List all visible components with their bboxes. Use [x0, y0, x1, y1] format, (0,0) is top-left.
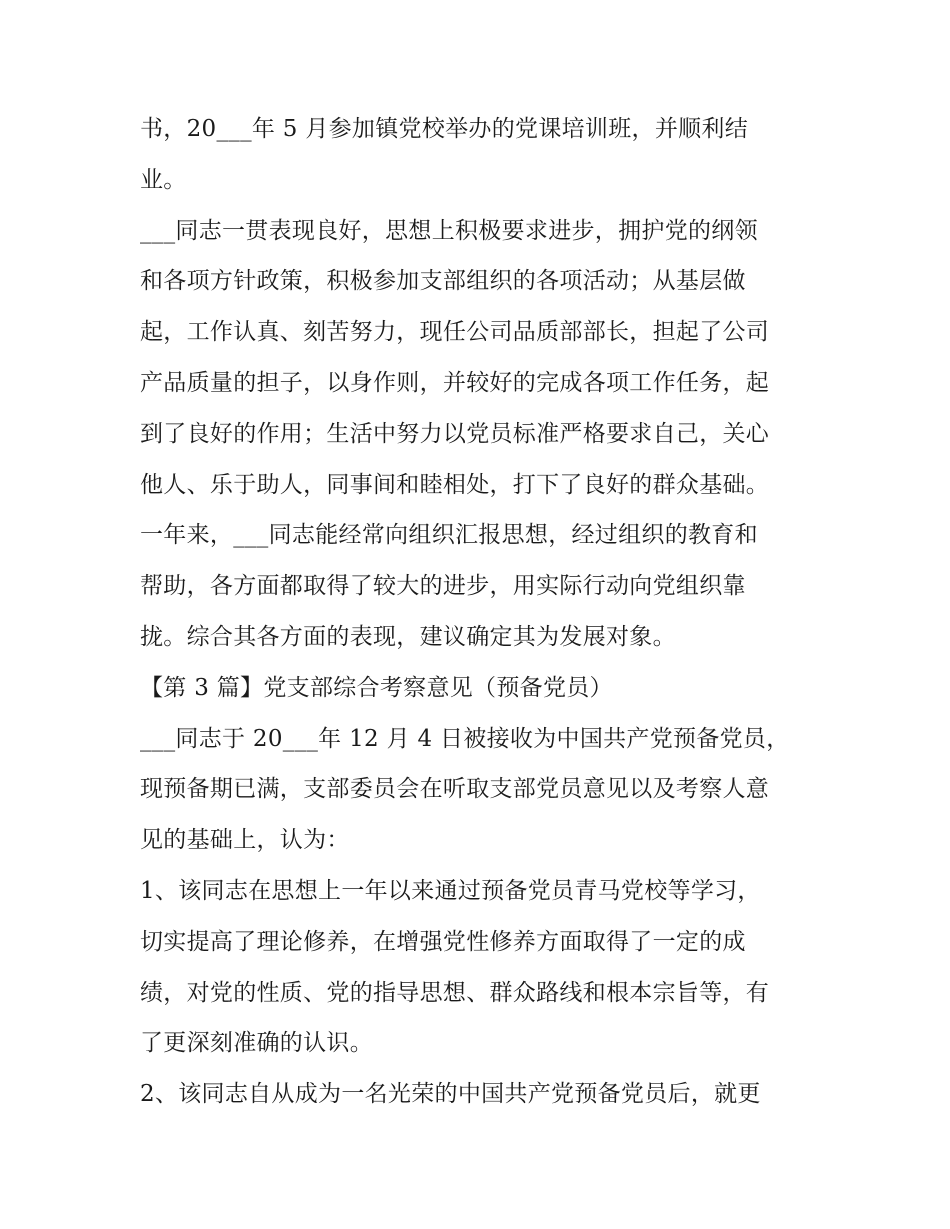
text-line: 绩，对党的性质、党的指导思想、群众路线和根本宗旨等，有 — [140, 979, 770, 1006]
text-line: 起，工作认真、刻苦努力，现任公司品质部部长，担起了公司 — [140, 319, 770, 346]
text-line: 1、该同志在思想上一年以来通过预备党员青马党校等学习， — [140, 877, 761, 904]
text-line: 书，20___年 5 月参加镇党校举办的党课培训班，并顺利结 — [140, 116, 749, 142]
text-line: 拢。综合其各方面的表现，建议确定其为发展对象。 — [140, 623, 676, 650]
text-line: 到了良好的作用；生活中努力以党员标准严格要求自己，关心 — [140, 420, 770, 447]
text-line: ___同志一贯表现良好，思想上积极要求进步，拥护党的纲领 — [140, 217, 758, 244]
text-line: 2、该同志自从成为一名光荣的中国共产党预备党员后，就更 — [140, 1081, 761, 1108]
section-heading: 【第 3 篇】党支部综合考察意见（预备党员） — [140, 674, 613, 701]
document-body — [140, 104, 820, 1120]
text-line: 切实提高了理论修养，在增强党性修养方面取得了一定的成 — [140, 928, 746, 955]
text-line: ___同志于 20___年 12 月 4 日被接收为中国共产党预备党员， — [140, 725, 790, 752]
text-line: 和各项方针政策，积极参加支部组织的各项活动；从基层做 — [140, 268, 746, 295]
text-line: 帮助，各方面都取得了较大的进步，用实际行动向党组织靠 — [140, 573, 746, 600]
text-line: 见的基础上，认为： — [140, 827, 350, 854]
text-line: 了更深刻准确的认识。 — [140, 1030, 373, 1057]
text-line: 产品质量的担子，以身作则，并较好的完成各项工作任务，起 — [140, 369, 770, 396]
text-line: 现预备期已满，支部委员会在听取支部党员意见以及考察人意 — [140, 776, 770, 803]
text-line: 业。 — [140, 166, 187, 193]
text-line: 他人、乐于助人，同事间和睦相处，打下了良好的群众基础。 — [140, 471, 770, 498]
text-line: 一年来，___同志能经常向组织汇报思想，经过组织的教育和 — [140, 522, 758, 549]
